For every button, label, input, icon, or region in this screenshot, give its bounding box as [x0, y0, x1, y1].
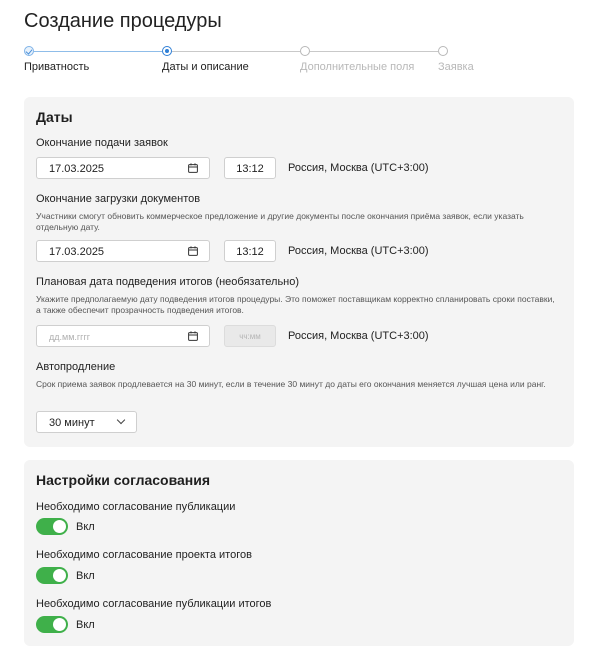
- toggle-knob: [53, 520, 66, 533]
- upload-end-time-value: 13:12: [236, 246, 264, 258]
- step-done-check-icon[interactable]: [24, 46, 34, 56]
- auto-extend-select[interactable]: [36, 411, 137, 433]
- step-application: Заявка: [438, 61, 474, 73]
- results-date-input[interactable]: [36, 325, 210, 347]
- timezone-label: Россия, Москва (UTC+3:00): [288, 245, 429, 257]
- submission-end-date-value: 17.03.2025: [49, 163, 105, 175]
- approval-results-publication-toggle[interactable]: [36, 616, 68, 633]
- approval-section-title: Настройки согласования: [36, 472, 211, 488]
- approval-results-project-toggle-label: Вкл: [76, 570, 95, 582]
- dates-section-title: Даты: [36, 109, 73, 125]
- approval-card: [24, 460, 574, 646]
- submission-end-time-value: 13:12: [236, 163, 264, 175]
- submission-end-date-input[interactable]: [36, 157, 210, 179]
- approval-publication-toggle[interactable]: [36, 518, 68, 535]
- approval-publication-toggle-label: Вкл: [76, 521, 95, 533]
- calendar-icon[interactable]: [188, 331, 198, 341]
- results-date-placeholder: дд.мм.гггг: [49, 332, 91, 342]
- auto-extend-value: 30 минут: [49, 417, 95, 429]
- page-title: Создание процедуры: [24, 10, 222, 32]
- step-connector: [310, 51, 438, 52]
- step-dates-description[interactable]: Даты и описание: [162, 61, 249, 73]
- chevron-down-icon: [117, 416, 125, 424]
- results-date-label: Плановая дата подведения итогов (необязательно): [36, 276, 300, 288]
- calendar-icon[interactable]: [188, 163, 198, 173]
- approval-publication-label: Необходимо согласование публикации: [36, 501, 236, 513]
- results-time-input: [224, 325, 276, 347]
- toggle-knob: [53, 569, 66, 582]
- results-time-placeholder: чч:мм: [239, 332, 261, 341]
- upload-end-label: Окончание загрузки документов: [36, 193, 201, 205]
- toggle-knob: [53, 618, 66, 631]
- approval-results-project-label: Необходимо согласование проекта итогов: [36, 549, 252, 561]
- results-date-hint: Укажите предполагаемую дату подведения итогов процедуры. Это поможет поставщикам корректно спланировать сроки поставки, а также обеспечит прозрачность подведения итогов.: [36, 294, 555, 315]
- upload-end-date-value: 17.03.2025: [49, 246, 105, 258]
- step-pending-icon: [300, 46, 310, 56]
- upload-end-hint: Участники смогут обновить коммерческое предложение и другие документы после окончания приёма заявок, если указать отдельную дату.: [36, 211, 524, 232]
- auto-extend-label: Автопродление: [36, 361, 116, 373]
- approval-results-project-toggle[interactable]: [36, 567, 68, 584]
- upload-end-date-input[interactable]: [36, 240, 210, 262]
- upload-end-time-input[interactable]: [224, 240, 276, 262]
- step-connector: [34, 51, 162, 52]
- auto-extend-hint: Срок приема заявок продлевается на 30 минут, если в течение 30 минут до даты его окончания меняется лучшая цена или ранг.: [36, 379, 546, 389]
- approval-results-publication-label: Необходимо согласование публикации итогов: [36, 598, 272, 610]
- submission-end-time-input[interactable]: [224, 157, 276, 179]
- submission-end-label: Окончание подачи заявок: [36, 137, 168, 149]
- step-additional-fields: Дополнительные поля: [300, 61, 415, 73]
- timezone-label: Россия, Москва (UTC+3:00): [288, 330, 429, 342]
- stepper: [24, 46, 584, 76]
- approval-results-publication-toggle-label: Вкл: [76, 619, 95, 631]
- calendar-icon[interactable]: [188, 246, 198, 256]
- timezone-label: Россия, Москва (UTC+3:00): [288, 162, 429, 174]
- step-pending-icon: [438, 46, 448, 56]
- step-privacy[interactable]: Приватность: [24, 61, 90, 73]
- dates-card: [24, 97, 574, 447]
- step-connector: [172, 51, 300, 52]
- step-active-icon[interactable]: [162, 46, 172, 56]
